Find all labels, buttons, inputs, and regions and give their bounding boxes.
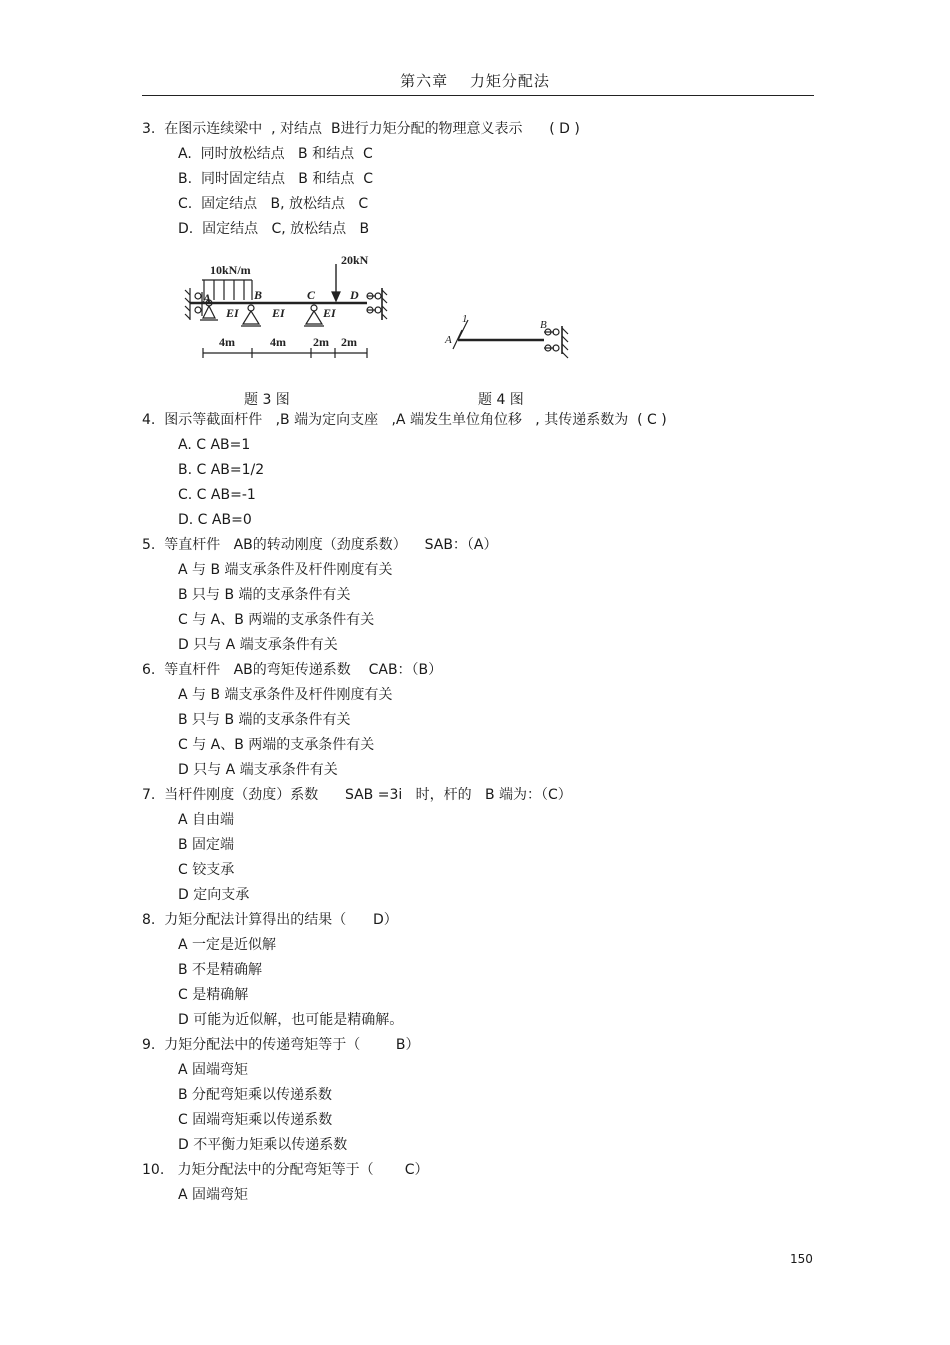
fig4-caption: 题 4 图	[478, 392, 524, 408]
question-3-stem: 3. 在图示连续梁中 , 对结点 B进行力矩分配的物理意义表示 ( D )	[142, 121, 580, 137]
fig3-ei-3: EI	[323, 306, 336, 320]
fig4-diagram	[453, 320, 568, 358]
question-6-option-b: B 只与 B 端的支承条件有关	[178, 712, 351, 728]
fig3-point-load-label: 20kN	[341, 253, 369, 267]
question-7-option-c: C 铰支承	[178, 862, 235, 878]
question-4-option-d: D. C AB=0	[178, 512, 252, 528]
question-7-stem: 7. 当杆件刚度（劲度）系数 SAB =3i 时，杆的 B 端为：（C）	[142, 787, 572, 803]
question-8-option-b: B 不是精确解	[178, 962, 263, 978]
header-rule	[142, 95, 814, 96]
fig3-dim-3: 2m	[313, 335, 329, 349]
question-8-option-a: A 一定是近似解	[178, 937, 277, 953]
question-7-option-b: B 固定端	[178, 837, 235, 853]
fig3-dim-1: 4m	[219, 335, 235, 349]
fig3-node-c: C	[307, 288, 316, 302]
question-10-option-a: A 固端弯矩	[178, 1187, 249, 1203]
fig3-node-d: D	[350, 288, 359, 302]
fig3-labels	[202, 253, 369, 349]
question-6-option-a: A 与 B 端支承条件及杆件刚度有关	[178, 687, 393, 703]
page-number: 150	[790, 1252, 813, 1266]
question-8-option-c: C 是精确解	[178, 987, 249, 1003]
question-3-option-c: C. 固定结点 B, 放松结点 C	[178, 196, 369, 212]
question-6-option-c: C 与 A、B 两端的支承条件有关	[178, 737, 375, 753]
question-10-stem: 10. 力矩分配法中的分配弯矩等于（ C）	[142, 1162, 429, 1178]
fig3-dim-4: 2m	[341, 335, 357, 349]
figure-diagrams	[142, 242, 814, 408]
question-7-option-d: D 定向支承	[178, 887, 250, 903]
fig4-label-a: A	[445, 334, 452, 346]
question-5-stem: 5. 等直杆件 AB的转动刚度（劲度系数） SAB：（A）	[142, 537, 498, 553]
question-9-option-a: A 固端弯矩	[178, 1062, 249, 1078]
fig3-node-b: B	[254, 288, 263, 302]
question-5-option-a: A 与 B 端支承条件及杆件刚度有关	[178, 562, 393, 578]
question-3-option-a: A. 同时放松结点 B 和结点 C	[178, 146, 373, 162]
question-9-option-d: D 不平衡力矩乘以传递系数	[178, 1137, 348, 1153]
figures-row	[142, 242, 814, 408]
fig3-dim-2: 4m	[270, 335, 286, 349]
fig4-label-1: 1	[462, 313, 468, 325]
question-3-option-b: B. 同时固定结点 B 和结点 C	[178, 171, 374, 187]
fig4-label-b: B	[540, 319, 547, 331]
question-5-option-b: B 只与 B 端的支承条件有关	[178, 587, 351, 603]
fig3-distributed-load-label: 10kN/m	[210, 263, 251, 277]
question-6-option-d: D 只与 A 端支承条件有关	[178, 762, 338, 778]
question-4-stem: 4. 图示等截面杆件 ,B 端为定向支座 ,A 端发生单位角位移 , 其传递系数为 ( C )	[142, 412, 667, 428]
fig3-node-a: A	[203, 291, 212, 305]
question-8-stem: 8. 力矩分配法计算得出的结果（ D）	[142, 912, 398, 928]
question-4-option-b: B. C AB=1/2	[178, 462, 265, 478]
question-list	[142, 117, 814, 1208]
question-5-option-d: D 只与 A 端支承条件有关	[178, 637, 338, 653]
fig3-ei-1: EI	[226, 306, 239, 320]
question-9-option-b: B 分配弯矩乘以传递系数	[178, 1087, 333, 1103]
chapter-title: 第六章 力矩分配法	[400, 72, 550, 90]
question-9-stem: 9. 力矩分配法中的传递弯矩等于（ B）	[142, 1037, 420, 1053]
question-5-option-c: C 与 A、B 两端的支承条件有关	[178, 612, 375, 628]
question-6-stem: 6. 等直杆件 AB的弯矩传递系数 CAB：（B）	[142, 662, 443, 678]
question-9-option-c: C 固端弯矩乘以传递系数	[178, 1112, 333, 1128]
question-4-option-c: C. C AB=-1	[178, 487, 256, 503]
question-8-option-d: D 可能为近似解，也可能是精确解。	[178, 1012, 404, 1028]
question-7-option-a: A 自由端	[178, 812, 235, 828]
question-3-option-d: D. 固定结点 C, 放松结点 B	[178, 221, 370, 237]
fig3-ei-2: EI	[272, 306, 285, 320]
question-4-option-a: A. C AB=1	[178, 437, 251, 453]
fig3-caption: 题 3 图	[244, 392, 290, 408]
